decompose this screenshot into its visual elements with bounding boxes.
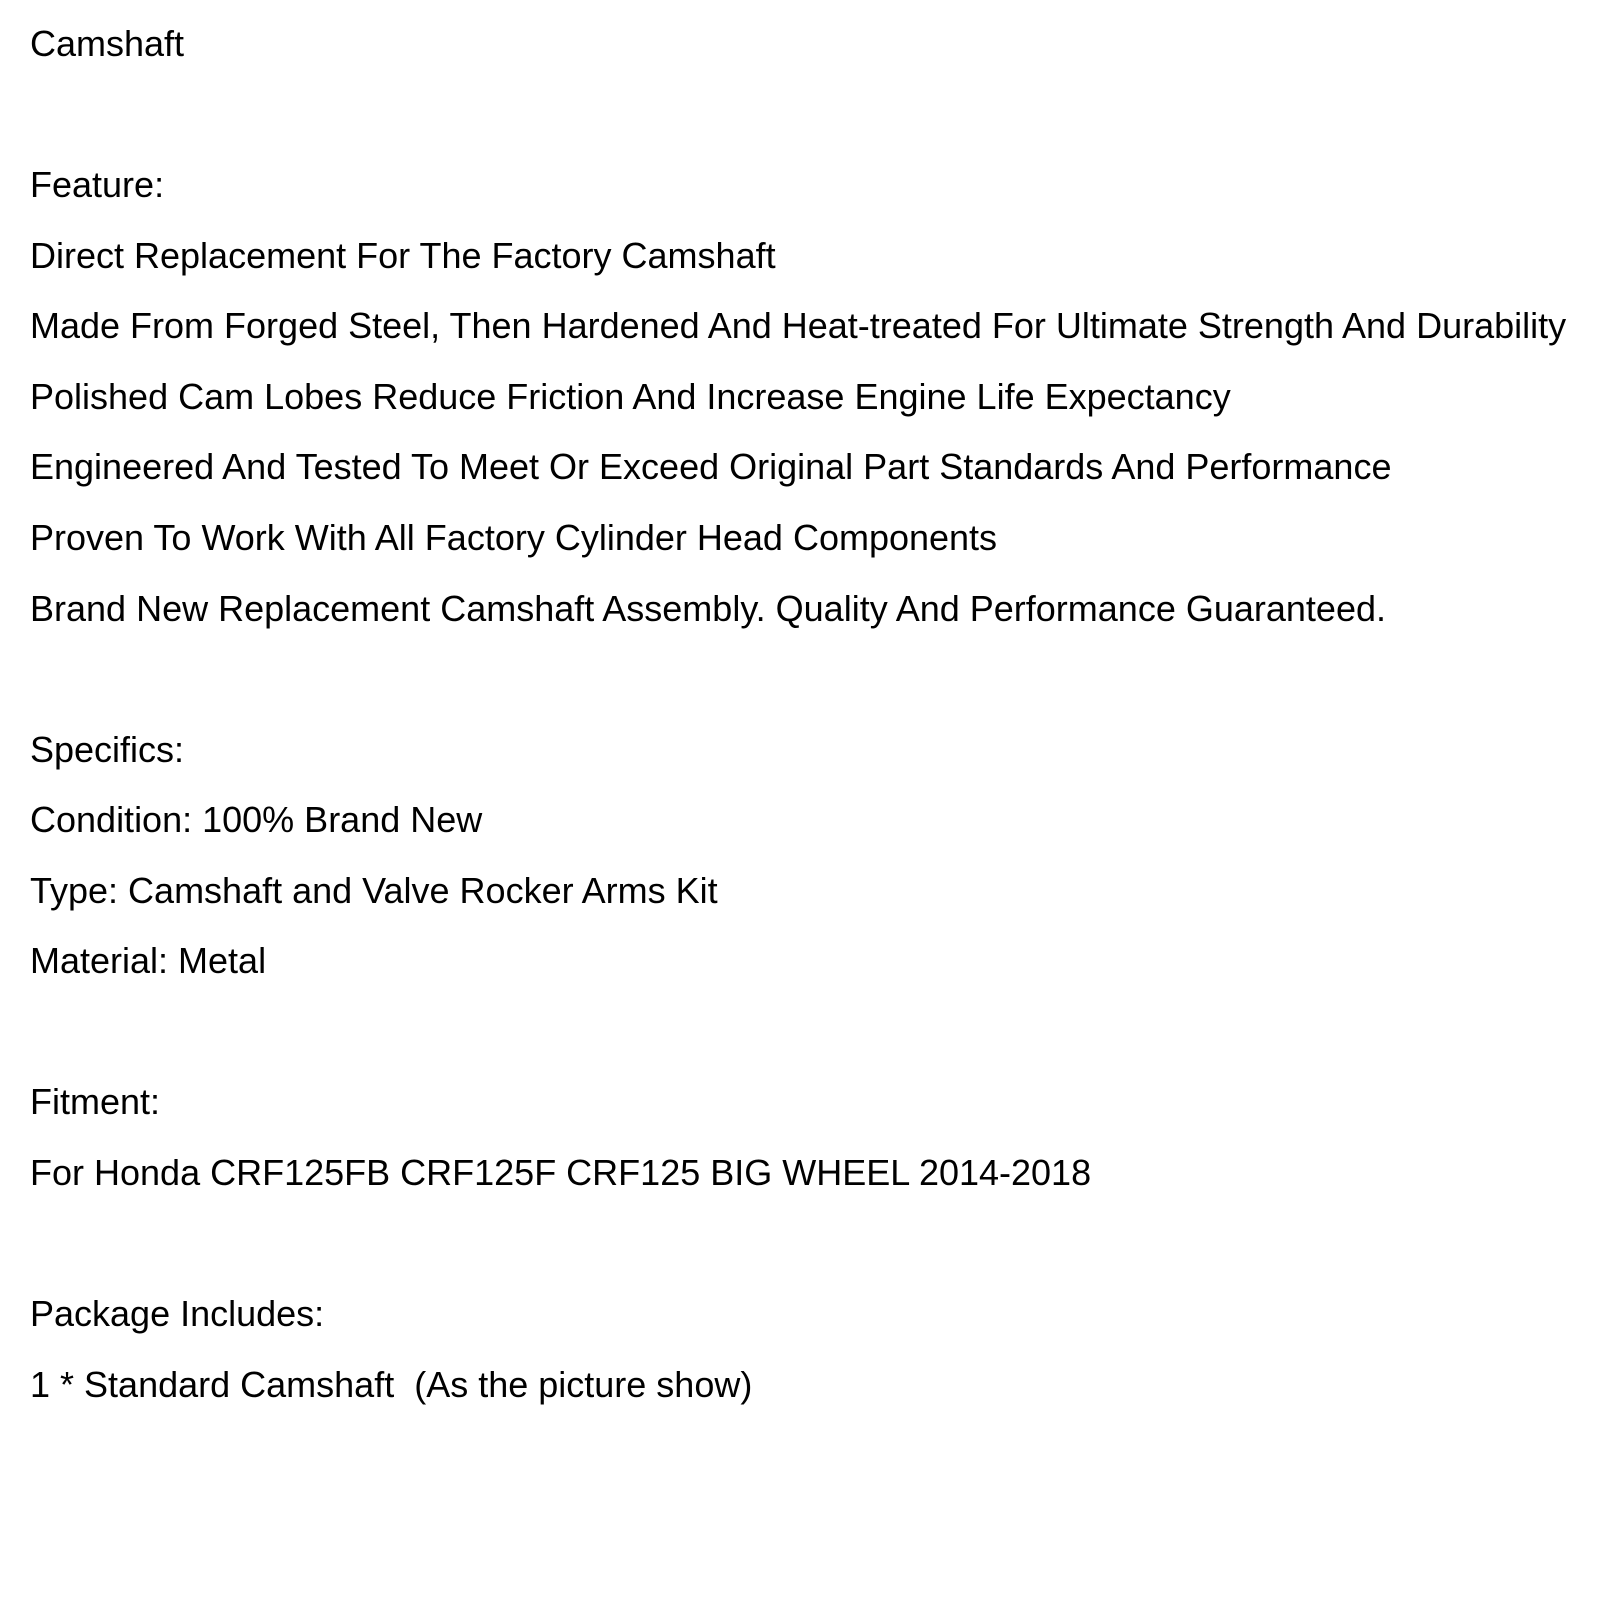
package-heading: Package Includes: [30, 1293, 325, 1334]
feature-item: Direct Replacement For The Factory Camshaft [30, 235, 776, 276]
feature-item: Brand New Replacement Camshaft Assembly. Quality And Performance Guaranteed. [30, 588, 1386, 629]
feature-item: Polished Cam Lobes Reduce Friction And Increase Engine Life Expectancy [30, 376, 1231, 417]
feature-heading: Feature: [30, 164, 165, 205]
specifics-heading: Specifics: [30, 729, 185, 770]
feature-item: Engineered And Tested To Meet Or Exceed Original Part Standards And Performance [30, 446, 1392, 487]
fitment-item: For Honda CRF125FB CRF125F CRF125 BIG WHEEL 2014-2018 [30, 1152, 1092, 1193]
package-item: 1 * Standard Camshaft (As the picture show) [30, 1364, 753, 1405]
feature-item: Proven To Work With All Factory Cylinder Head Components [30, 517, 998, 558]
fitment-heading: Fitment: [30, 1081, 161, 1122]
document-title: Camshaft [30, 23, 185, 64]
specifics-item: Material: Metal [30, 940, 267, 981]
specifics-item: Type: Camshaft and Valve Rocker Arms Kit [30, 870, 718, 911]
feature-item: Made From Forged Steel, Then Hardened And Heat-treated For Ultimate Strength And Durability [30, 305, 1567, 346]
specifics-item: Condition: 100% Brand New [30, 799, 483, 840]
